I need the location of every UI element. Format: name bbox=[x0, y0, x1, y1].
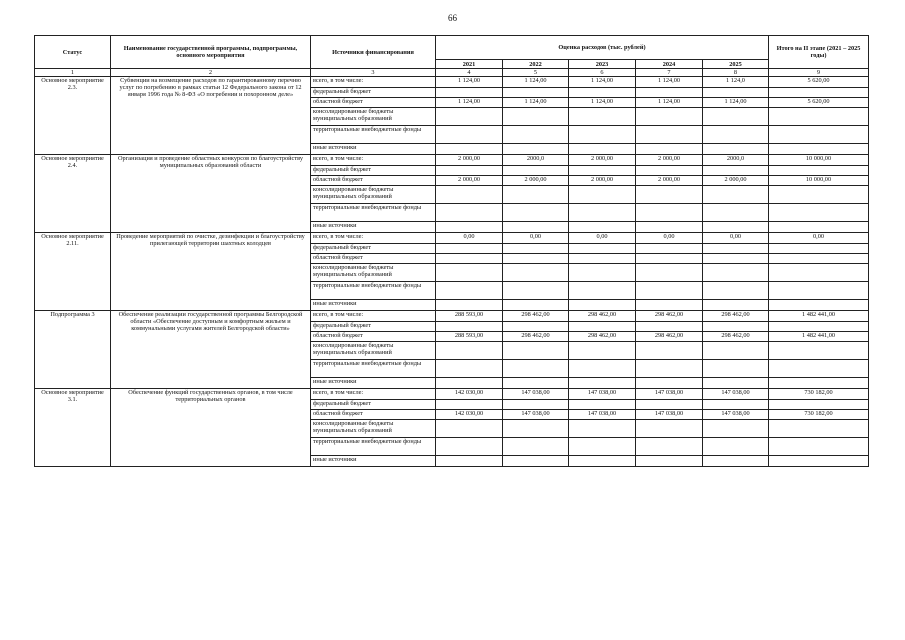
year-value-cell bbox=[503, 126, 569, 144]
year-value-cell bbox=[703, 438, 769, 456]
total-value-cell bbox=[769, 186, 869, 204]
year-value-cell bbox=[436, 322, 503, 332]
year-value-cell bbox=[503, 438, 569, 456]
program-name-cell: Организация и проведение областных конкурсов по благоустройству муниципальных образований области bbox=[111, 155, 311, 233]
year-value-cell bbox=[436, 108, 503, 126]
year-value-cell bbox=[703, 186, 769, 204]
year-value-cell bbox=[636, 126, 703, 144]
year-value-cell bbox=[569, 456, 636, 467]
program-name-cell: Проведение мероприятий по очистке, дезинфекции и благоустройству прилегающей территории шахтных колодцев bbox=[111, 233, 311, 311]
table-row bbox=[35, 233, 869, 244]
year-value-cell bbox=[703, 378, 769, 389]
year-value-cell: 298 462,00 bbox=[503, 311, 569, 322]
year-value-cell bbox=[436, 186, 503, 204]
funding-source-cell: территориальные внебюджетные фонды bbox=[311, 438, 436, 456]
header-year: 2023 bbox=[569, 60, 636, 69]
table-row bbox=[35, 311, 869, 322]
year-value-cell bbox=[703, 342, 769, 360]
year-value-cell: 142 030,00 bbox=[436, 410, 503, 420]
year-value-cell: 1 124,0 bbox=[703, 77, 769, 88]
year-value-cell bbox=[503, 204, 569, 222]
funding-source-cell: всего, в том числе: bbox=[311, 311, 436, 322]
year-value-cell: 147 038,00 bbox=[636, 410, 703, 420]
program-name-cell: Обеспечение функций государственных органов, в том числе территориальных органов bbox=[111, 389, 311, 467]
year-value-cell bbox=[436, 88, 503, 98]
year-value-cell bbox=[569, 88, 636, 98]
funding-source-cell: областной бюджет bbox=[311, 410, 436, 420]
year-value-cell bbox=[569, 144, 636, 155]
year-value-cell: 1 124,00 bbox=[503, 98, 569, 108]
column-index: 7 bbox=[636, 69, 703, 77]
year-value-cell bbox=[636, 244, 703, 254]
year-value-cell: 0,00 bbox=[436, 233, 503, 244]
total-value-cell: 1 482 441,00 bbox=[769, 311, 869, 322]
total-value-cell bbox=[769, 342, 869, 360]
year-value-cell: 288 593,00 bbox=[436, 311, 503, 322]
total-value-cell: 10 000,00 bbox=[769, 155, 869, 166]
total-value-cell bbox=[769, 438, 869, 456]
year-value-cell: 2 000,00 bbox=[569, 176, 636, 186]
year-value-cell bbox=[436, 254, 503, 264]
total-value-cell: 730 182,00 bbox=[769, 410, 869, 420]
total-value-cell bbox=[769, 204, 869, 222]
year-value-cell bbox=[569, 264, 636, 282]
year-value-cell bbox=[703, 88, 769, 98]
year-value-cell: 147 038,00 bbox=[703, 389, 769, 400]
status-cell: Основное мероприятие 2.3. bbox=[35, 77, 111, 155]
year-value-cell bbox=[569, 166, 636, 176]
funding-source-cell: консолидированные бюджеты муниципальных образований bbox=[311, 264, 436, 282]
year-value-cell bbox=[503, 254, 569, 264]
year-value-cell bbox=[636, 186, 703, 204]
total-value-cell bbox=[769, 300, 869, 311]
header-sources: Источники финансирования bbox=[311, 36, 436, 69]
year-value-cell bbox=[436, 282, 503, 300]
year-value-cell bbox=[703, 400, 769, 410]
year-value-cell: 2000,0 bbox=[503, 155, 569, 166]
year-value-cell bbox=[636, 108, 703, 126]
year-value-cell: 0,00 bbox=[703, 233, 769, 244]
funding-source-cell: консолидированные бюджеты муниципальных образований bbox=[311, 420, 436, 438]
year-value-cell bbox=[636, 254, 703, 264]
column-index: 2 bbox=[111, 69, 311, 77]
year-value-cell: 1 124,00 bbox=[436, 77, 503, 88]
table-row bbox=[35, 155, 869, 166]
column-index: 8 bbox=[703, 69, 769, 77]
year-value-cell bbox=[569, 420, 636, 438]
year-value-cell: 147 038,00 bbox=[636, 389, 703, 400]
year-value-cell: 1 124,00 bbox=[436, 98, 503, 108]
year-value-cell bbox=[436, 300, 503, 311]
year-value-cell bbox=[703, 322, 769, 332]
year-value-cell: 147 038,00 bbox=[503, 389, 569, 400]
funding-source-cell: территориальные внебюджетные фонды bbox=[311, 282, 436, 300]
year-value-cell bbox=[636, 282, 703, 300]
year-value-cell bbox=[436, 342, 503, 360]
year-value-cell bbox=[436, 456, 503, 467]
header-year: 2021 bbox=[436, 60, 503, 69]
year-value-cell bbox=[503, 186, 569, 204]
year-value-cell bbox=[569, 254, 636, 264]
total-value-cell: 0,00 bbox=[769, 233, 869, 244]
year-value-cell bbox=[569, 400, 636, 410]
year-value-cell bbox=[636, 222, 703, 233]
year-value-cell: 1 124,00 bbox=[569, 77, 636, 88]
year-value-cell: 288 593,00 bbox=[436, 332, 503, 342]
year-value-cell bbox=[636, 456, 703, 467]
total-value-cell bbox=[769, 400, 869, 410]
year-value-cell bbox=[703, 420, 769, 438]
header-estimate: Оценка расходов (тыс. рублей) bbox=[436, 36, 769, 60]
table-row bbox=[35, 77, 869, 88]
year-value-cell: 142 030,00 bbox=[436, 389, 503, 400]
year-value-cell bbox=[503, 88, 569, 98]
year-value-cell bbox=[503, 166, 569, 176]
total-value-cell bbox=[769, 144, 869, 155]
column-index: 6 bbox=[569, 69, 636, 77]
total-value-cell bbox=[769, 360, 869, 378]
year-value-cell: 1 124,00 bbox=[636, 77, 703, 88]
funding-source-cell: федеральный бюджет bbox=[311, 166, 436, 176]
year-value-cell bbox=[703, 204, 769, 222]
year-value-cell bbox=[436, 378, 503, 389]
year-value-cell: 1 124,00 bbox=[703, 98, 769, 108]
status-cell: Основное мероприятие 2.4. bbox=[35, 155, 111, 233]
program-name-cell: Обеспечение реализации государственной программы Белгородской области «Обеспечение доступным и комфортным жильем и коммунальными услугами жителей Белгородской области» bbox=[111, 311, 311, 389]
total-value-cell: 5 620,00 bbox=[769, 98, 869, 108]
year-value-cell bbox=[569, 282, 636, 300]
year-value-cell bbox=[503, 322, 569, 332]
year-value-cell bbox=[436, 420, 503, 438]
year-value-cell bbox=[436, 244, 503, 254]
funding-source-cell: территориальные внебюджетные фонды bbox=[311, 126, 436, 144]
year-value-cell bbox=[569, 300, 636, 311]
budget-table bbox=[34, 35, 869, 467]
year-value-cell: 1 124,00 bbox=[503, 77, 569, 88]
year-value-cell bbox=[703, 282, 769, 300]
header-status: Статус bbox=[35, 36, 111, 69]
year-value-cell: 298 462,00 bbox=[703, 311, 769, 322]
year-value-cell bbox=[436, 264, 503, 282]
status-cell: Основное мероприятие 2.11. bbox=[35, 233, 111, 311]
page-number: 66 bbox=[448, 13, 457, 23]
year-value-cell: 147 038,00 bbox=[703, 410, 769, 420]
year-value-cell bbox=[569, 186, 636, 204]
year-value-cell: 298 462,00 bbox=[703, 332, 769, 342]
funding-source-cell: иные источники bbox=[311, 378, 436, 389]
column-index: 9 bbox=[769, 69, 869, 77]
year-value-cell bbox=[569, 342, 636, 360]
year-value-cell bbox=[636, 400, 703, 410]
year-value-cell bbox=[636, 438, 703, 456]
year-value-cell bbox=[636, 420, 703, 438]
header-year: 2022 bbox=[503, 60, 569, 69]
column-index: 3 bbox=[311, 69, 436, 77]
year-value-cell bbox=[569, 378, 636, 389]
funding-source-cell: всего, в том числе: bbox=[311, 233, 436, 244]
funding-source-cell: иные источники bbox=[311, 456, 436, 467]
year-value-cell: 1 124,00 bbox=[636, 98, 703, 108]
year-value-cell bbox=[569, 322, 636, 332]
year-value-cell bbox=[503, 282, 569, 300]
column-index: 5 bbox=[503, 69, 569, 77]
header-year: 2024 bbox=[636, 60, 703, 69]
total-value-cell bbox=[769, 222, 869, 233]
year-value-cell bbox=[436, 360, 503, 378]
year-value-cell bbox=[436, 204, 503, 222]
year-value-cell bbox=[636, 300, 703, 311]
header-total: Итого на II этапе (2021 – 2025 годы) bbox=[769, 36, 869, 69]
year-value-cell bbox=[503, 360, 569, 378]
total-value-cell bbox=[769, 282, 869, 300]
year-value-cell bbox=[636, 360, 703, 378]
funding-source-cell: всего, в том числе: bbox=[311, 389, 436, 400]
total-value-cell bbox=[769, 108, 869, 126]
total-value-cell: 1 482 441,00 bbox=[769, 332, 869, 342]
table-body bbox=[35, 77, 869, 467]
total-value-cell bbox=[769, 456, 869, 467]
column-index: 4 bbox=[436, 69, 503, 77]
funding-source-cell: иные источники bbox=[311, 222, 436, 233]
year-value-cell: 298 462,00 bbox=[569, 332, 636, 342]
year-value-cell bbox=[703, 360, 769, 378]
year-value-cell: 298 462,00 bbox=[636, 311, 703, 322]
funding-source-cell: иные источники bbox=[311, 300, 436, 311]
year-value-cell bbox=[436, 222, 503, 233]
year-value-cell: 2 000,00 bbox=[436, 155, 503, 166]
funding-source-cell: областной бюджет bbox=[311, 98, 436, 108]
funding-source-cell: консолидированные бюджеты муниципальных образований bbox=[311, 108, 436, 126]
year-value-cell bbox=[503, 144, 569, 155]
year-value-cell bbox=[503, 108, 569, 126]
funding-source-cell: областной бюджет bbox=[311, 254, 436, 264]
total-value-cell bbox=[769, 420, 869, 438]
funding-source-cell: всего, в том числе: bbox=[311, 155, 436, 166]
year-value-cell bbox=[569, 222, 636, 233]
total-value-cell bbox=[769, 244, 869, 254]
year-value-cell bbox=[636, 88, 703, 98]
year-value-cell bbox=[503, 342, 569, 360]
total-value-cell: 10 000,00 bbox=[769, 176, 869, 186]
year-value-cell bbox=[703, 222, 769, 233]
year-value-cell bbox=[436, 126, 503, 144]
year-value-cell bbox=[636, 322, 703, 332]
year-value-cell: 147 038,00 bbox=[569, 389, 636, 400]
year-value-cell bbox=[569, 360, 636, 378]
column-index: 1 bbox=[35, 69, 111, 77]
year-value-cell: 0,00 bbox=[636, 233, 703, 244]
year-value-cell: 2 000,00 bbox=[636, 176, 703, 186]
year-value-cell bbox=[436, 166, 503, 176]
funding-source-cell: всего, в том числе: bbox=[311, 77, 436, 88]
year-value-cell bbox=[569, 244, 636, 254]
year-value-cell bbox=[703, 166, 769, 176]
year-value-cell: 147 038,00 bbox=[503, 410, 569, 420]
total-value-cell: 730 182,00 bbox=[769, 389, 869, 400]
year-value-cell: 2 000,00 bbox=[503, 176, 569, 186]
year-value-cell: 1 124,00 bbox=[569, 98, 636, 108]
year-value-cell bbox=[569, 108, 636, 126]
total-value-cell bbox=[769, 254, 869, 264]
funding-source-cell: федеральный бюджет bbox=[311, 244, 436, 254]
year-value-cell: 298 462,00 bbox=[636, 332, 703, 342]
year-value-cell: 147 038,00 bbox=[569, 410, 636, 420]
program-name-cell: Субвенции на возмещение расходов по гарантированному перечню услуг по погребению в рамках статьи 12 Федерального закона от 12 января 1996 года № 8-ФЗ «О погребении и похоронном деле» bbox=[111, 77, 311, 155]
year-value-cell bbox=[503, 300, 569, 311]
year-value-cell bbox=[569, 438, 636, 456]
year-value-cell bbox=[503, 378, 569, 389]
year-value-cell bbox=[636, 166, 703, 176]
year-value-cell bbox=[436, 144, 503, 155]
year-value-cell bbox=[503, 400, 569, 410]
year-value-cell bbox=[636, 342, 703, 360]
year-value-cell bbox=[569, 204, 636, 222]
year-value-cell bbox=[503, 420, 569, 438]
header-year: 2025 bbox=[703, 60, 769, 69]
year-value-cell bbox=[436, 438, 503, 456]
funding-source-cell: территориальные внебюджетные фонды bbox=[311, 360, 436, 378]
total-value-cell: 5 620,00 bbox=[769, 77, 869, 88]
year-value-cell bbox=[703, 108, 769, 126]
year-value-cell bbox=[703, 264, 769, 282]
funding-source-cell: областной бюджет bbox=[311, 332, 436, 342]
year-value-cell bbox=[503, 456, 569, 467]
year-value-cell: 2 000,00 bbox=[436, 176, 503, 186]
year-value-cell: 0,00 bbox=[569, 233, 636, 244]
year-value-cell bbox=[703, 144, 769, 155]
year-value-cell: 0,00 bbox=[503, 233, 569, 244]
funding-source-cell: иные источники bbox=[311, 144, 436, 155]
year-value-cell bbox=[436, 400, 503, 410]
year-value-cell bbox=[703, 254, 769, 264]
total-value-cell bbox=[769, 378, 869, 389]
status-cell: Основное мероприятие 3.1. bbox=[35, 389, 111, 467]
year-value-cell bbox=[636, 144, 703, 155]
year-value-cell bbox=[636, 204, 703, 222]
column-index-row bbox=[35, 69, 869, 77]
funding-source-cell: областной бюджет bbox=[311, 176, 436, 186]
header-name: Наименование государственной программы, подпрограммы, основного мероприятия bbox=[111, 36, 311, 69]
year-value-cell bbox=[636, 378, 703, 389]
year-value-cell: 2 000,00 bbox=[569, 155, 636, 166]
status-cell: Подпрограмма 3 bbox=[35, 311, 111, 389]
funding-source-cell: федеральный бюджет bbox=[311, 88, 436, 98]
total-value-cell bbox=[769, 322, 869, 332]
year-value-cell: 2 000,00 bbox=[636, 155, 703, 166]
year-value-cell bbox=[703, 126, 769, 144]
year-value-cell bbox=[703, 456, 769, 467]
total-value-cell bbox=[769, 264, 869, 282]
year-value-cell bbox=[503, 264, 569, 282]
total-value-cell bbox=[769, 166, 869, 176]
funding-source-cell: федеральный бюджет bbox=[311, 322, 436, 332]
year-value-cell: 2000,0 bbox=[703, 155, 769, 166]
year-value-cell bbox=[503, 244, 569, 254]
year-value-cell bbox=[703, 244, 769, 254]
funding-source-cell: федеральный бюджет bbox=[311, 400, 436, 410]
funding-source-cell: консолидированные бюджеты муниципальных образований bbox=[311, 342, 436, 360]
year-value-cell bbox=[636, 264, 703, 282]
total-value-cell bbox=[769, 126, 869, 144]
year-value-cell bbox=[569, 126, 636, 144]
year-value-cell bbox=[703, 300, 769, 311]
year-value-cell: 2 000,00 bbox=[703, 176, 769, 186]
year-value-cell bbox=[503, 222, 569, 233]
total-value-cell bbox=[769, 88, 869, 98]
year-value-cell: 298 462,00 bbox=[503, 332, 569, 342]
funding-source-cell: консолидированные бюджеты муниципальных образований bbox=[311, 186, 436, 204]
table-row bbox=[35, 389, 869, 400]
year-value-cell: 298 462,00 bbox=[569, 311, 636, 322]
funding-source-cell: территориальные внебюджетные фонды bbox=[311, 204, 436, 222]
